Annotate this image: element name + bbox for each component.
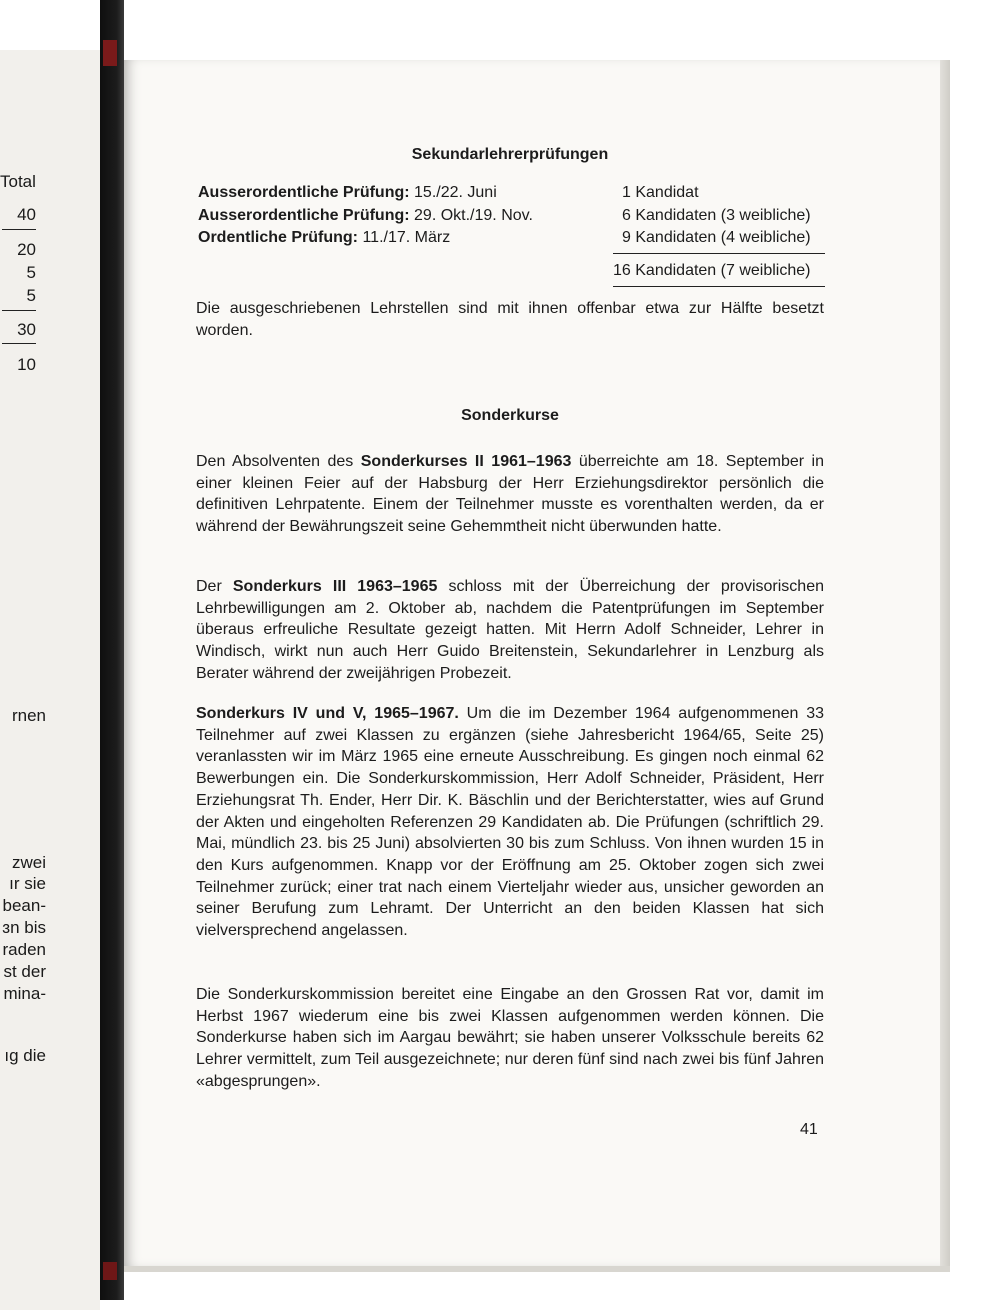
left-fragment: ıg die: [4, 1046, 46, 1065]
spine-marker-bottom: [103, 1262, 117, 1280]
left-page: [0, 50, 100, 1310]
bold-run: Sonderkurs IV und V, 1965–1967.: [196, 705, 459, 722]
bold-run: Sonderkurs III 1963–1965: [232, 578, 438, 595]
exam-label: Ausserordentliche Prüfung:: [198, 184, 410, 201]
exam-label: Ausserordentliche Prüfung:: [198, 207, 410, 224]
left-number: 40: [17, 205, 36, 224]
exam-result: 9 Kandidaten (4 weibliche): [622, 229, 811, 246]
left-fragment: rnen: [11, 706, 46, 725]
section1-note-text: Die ausgeschriebenen Lehrstellen sind mit ihnen offenbar etwa zur Hälfte besetzt worden.: [196, 300, 824, 339]
left-fragment: zwei: [11, 853, 46, 872]
left-rule: [2, 310, 36, 311]
page-bottom-edge: [124, 1266, 950, 1272]
left-fragment: ır sie: [9, 874, 46, 893]
exam-row: [198, 207, 533, 225]
left-fragment: bean-: [2, 896, 46, 915]
paragraph-text: [196, 703, 824, 942]
exam-row: [198, 229, 450, 247]
page-edge: [940, 60, 950, 1268]
exam-result: 6 Kandidaten (3 weibliche): [622, 207, 811, 224]
left-total-header: Total: [0, 172, 36, 191]
spine-marker: [103, 40, 117, 66]
left-number: 30: [17, 320, 36, 339]
left-rule: [2, 343, 36, 344]
exam-total: 16 Kandidaten (7 weibliche): [613, 262, 811, 279]
exam-row: [198, 184, 497, 202]
left-fragment: st der: [3, 962, 46, 981]
section-title-sonderkurse: Sonderkurse: [461, 407, 559, 424]
text-run: Der: [196, 578, 233, 595]
paragraph-text: Die Sonderkurskommission bereitet eine Eingabe an den Grossen Rat vor, damit im Herbst 1967 wiederum eine bis zwei Klassen aufgenommen werden können. Die Sonderkurse haben sich im Aargau bewährt; sie haben unserer Volksschule bereits 62 Lehrer vermittelt, zum Teil ausgezeichnete; nur deren fünf sind nach zwei bis fünf Jahren «abgesprungen».: [196, 986, 824, 1090]
text-run: Den Absolventen des: [196, 453, 361, 470]
left-fragment: mina-: [3, 984, 46, 1003]
text-run: überreichte am 18. September in einer kleinen Feier auf der Habsburg der Herr Erziehungsdirektor persönlich die definitiven Lehrpatente. Einem der Teilnehmer musste es vorenthalten werden, da er während der Bewährungszeit seine Gehemmtheit nicht überwunden hatte.: [196, 453, 824, 536]
page-number: 41: [800, 1121, 818, 1138]
section-title-sekundarlehrerpruefungen: Sekundarlehrerprüfungen: [411, 146, 609, 163]
paragraph-text: [196, 576, 824, 685]
left-rule: [2, 229, 36, 230]
book-spine: [100, 0, 124, 1300]
section1-note: [196, 298, 824, 341]
sum-rule: [613, 253, 825, 254]
paragraph-sonderkurs-ii: [196, 451, 824, 538]
paragraph-sonderkurskommission: [196, 984, 824, 1093]
left-number: 5: [26, 286, 36, 305]
paragraph-sonderkurs-iii: [196, 576, 824, 685]
exam-date: 29. Okt./19. Nov.: [414, 207, 533, 224]
text-run: Um die im Dezember 1964 aufgenommenen 33 Teilnehmer auf zwei Klassen zu ergänzen (siehe Jahresbericht 1964/65, Seite 25) veranlassten wir im März 1965 eine erneute Ausschreibung. Es gingen noch einmal 62 Bewerbungen ein. Die Sonderkurskommission, Herr Adolf Schneider, Präsident, Herr Erziehungsrat Th. Ender, Herr Dir. K. Bäschlin und der Berichterstatter, wies auf Grund der Akten und eingeholten Referenzen 29 Kandidaten ab. Die Prüfungen (schriftlich 29. Mai, mündlich 23. bis 25 Juni) absolvierten 30 bis zum Schluss. Von ihnen wurden 15 in den Kurs aufgenommen. Knapp vor der Eröffnung am 25. Oktober zogen sich zwei Teilnehmer zurück; einer trat nach einem Vierteljahr wieder aus, unsicher geworden an seiner Berufung zum Lehramt. Der Unterricht an den beiden Klassen hat sich vielversprechend angelassen.: [196, 705, 825, 940]
left-number: 5: [26, 263, 36, 282]
exam-date: 15./22. Juni: [414, 184, 497, 201]
left-fragment: ɜn bis: [2, 918, 46, 937]
exam-date: 11./17. März: [362, 229, 451, 246]
exam-label: Ordentliche Prüfung:: [198, 229, 358, 246]
paragraph-sonderkurs-iv-v: [196, 703, 824, 942]
exam-result: 1 Kandidat: [622, 184, 699, 201]
left-number: 10: [17, 355, 36, 374]
sum-rule: [613, 286, 825, 287]
bold-run: Sonderkurses II 1961–1963: [360, 453, 572, 470]
paragraph-text: [196, 451, 824, 538]
left-fragment: raden: [2, 940, 46, 959]
left-number: 20: [17, 240, 36, 259]
text-run: schloss mit der Überreichung der provisorischen Lehrbewilligungen am 2. Oktober ab, nachdem die Patentprüfungen im September überaus erfreuliche Resultate gezeigt hatten. Mit Herrn Adolf Schneider, Lehrer in Windisch, wirkt nun auch Herr Guido Breitenstein, Sekundarlehrer in Lenzburg als Berater während der zweijährigen Probezeit.: [196, 578, 825, 682]
